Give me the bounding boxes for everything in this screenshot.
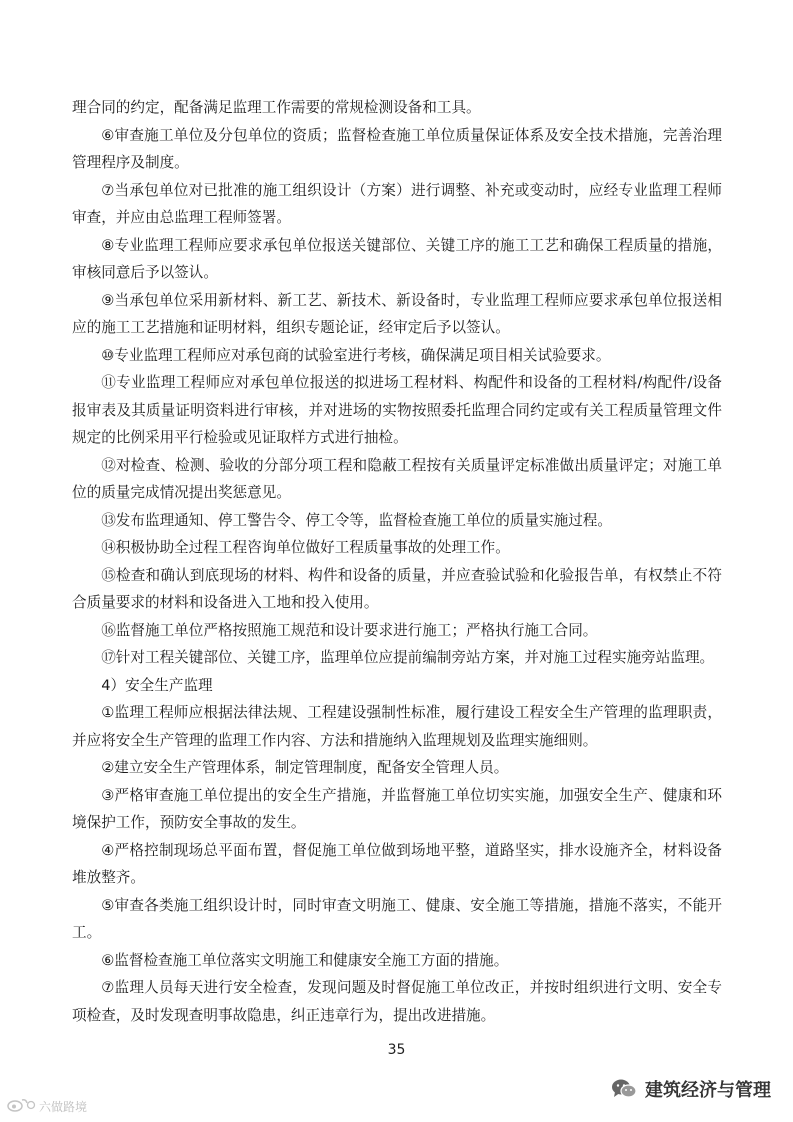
watermark — [6, 1097, 87, 1116]
paragraph: 4）安全生产监理 — [101, 676, 213, 694]
wechat-account-mark — [611, 1076, 771, 1102]
paragraph: ②建立安全生产管理体系，制定管理制度，配备安全管理人员。 — [101, 759, 509, 776]
paragraph: 理合同的约定，配备满足监理工作需要的常规检测设备和工具。 — [72, 99, 481, 116]
paragraph: ①监理工程师应根据法律法规、工程建设强制性标准，履行建设工程安全生产管理的监理职责，并应将安全生产管理的监理工作内容、方法和措施纳入监理规划及监理实施细则。 — [72, 704, 722, 749]
paragraph: ③严格审查施工单位提出的安全生产措施，并监督施工单位切实实施，加强安全生产、健康和环境保护工作，预防安全事故的发生。 — [72, 786, 722, 831]
paragraph: ⑨当承包单位采用新材料、新工艺、新技术、新设备时，专业监理工程师应要求承包单位报送相应的施工工艺措施和证明材料，组织专题论证，经审定后予以签认。 — [72, 291, 722, 336]
paragraph: ⑦监理人员每天进行安全检查，发现问题及时督促施工单位改正，并按时组织进行文明、安全专项检查，及时发现查明事故隐患，纠正违章行为，提出改进措施。 — [72, 979, 722, 1024]
paragraph: ⑫对检查、检测、验收的分部分项工程和隐蔽工程按有关质量评定标准做出质量评定；对施工单位的质量完成情况提出奖惩意见。 — [72, 456, 722, 501]
wechat-account-name: 建筑经济与管理 — [645, 1080, 771, 1101]
paragraph: ⑭积极协助全过程工程咨询单位做好工程质量事故的处理工作。 — [101, 539, 510, 556]
paragraph: ⑪专业监理工程师应对承包单位报送的拟进场工程材料、构配件和设备的工程材料/构配件/设备报审表及其质量证明资料进行审核，并对进场的实物按照委托监理合同约定或有关工程质量管理文件规定的比例采用平行检验或见证取样方式进行抽检。 — [72, 374, 722, 446]
paragraph: ⑧专业监理工程师应要求承包单位报送关键部位、关键工序的施工工艺和确保工程质量的措施，审核同意后予以签认。 — [72, 236, 722, 281]
paragraph: ⑯监督施工单位严格按照施工规范和设计要求进行施工；严格执行施工合同。 — [101, 621, 598, 639]
paragraph: ⑥监督检查施工单位落实文明施工和健康安全施工方面的措施。 — [101, 951, 509, 969]
paragraph: ⑮检查和确认到底现场的材料、构件和设备的质量，并应查验试验和化验报告单，有权禁止不符合质量要求的材料和设备进入工地和投入使用。 — [72, 566, 722, 611]
page-number: 35 — [387, 1042, 406, 1058]
weibo-icon — [6, 1097, 36, 1116]
paragraph: ⑬发布监理通知、停工警告令、停工令等，监督检查施工单位的质量实施过程。 — [101, 511, 612, 529]
paragraph: ⑦当承包单位对已批准的施工组织设计（方案）进行调整、补充或变动时，应经专业监理工程师审查，并应由总监理工程师签署。 — [72, 181, 722, 226]
paragraph: ④严格控制现场总平面布置，督促施工单位做到场地平整，道路坚实，排水设施齐全，材料设备堆放整齐。 — [72, 841, 722, 886]
paragraph: ⑩专业监理工程师应对承包商的试验室进行考核，确保满足项目相关试验要求。 — [101, 346, 611, 364]
document-body — [72, 94, 722, 1029]
paragraph: ⑤审查各类施工组织设计时，同时审查文明施工、健康、安全施工等措施，措施不落实，不能开工。 — [72, 896, 722, 941]
paragraph: ⑰针对工程关键部位、关键工序，监理单位应提前编制旁站方案，并对施工过程实施旁站监理。 — [101, 649, 715, 666]
paragraph: ⑥审查施工单位及分包单位的资质；监督检查施工单位质量保证体系及安全技术措施，完善治理管理程序及制度。 — [72, 126, 722, 171]
watermark-text: 六做路境 — [39, 1100, 88, 1114]
wechat-icon — [611, 1078, 637, 1100]
